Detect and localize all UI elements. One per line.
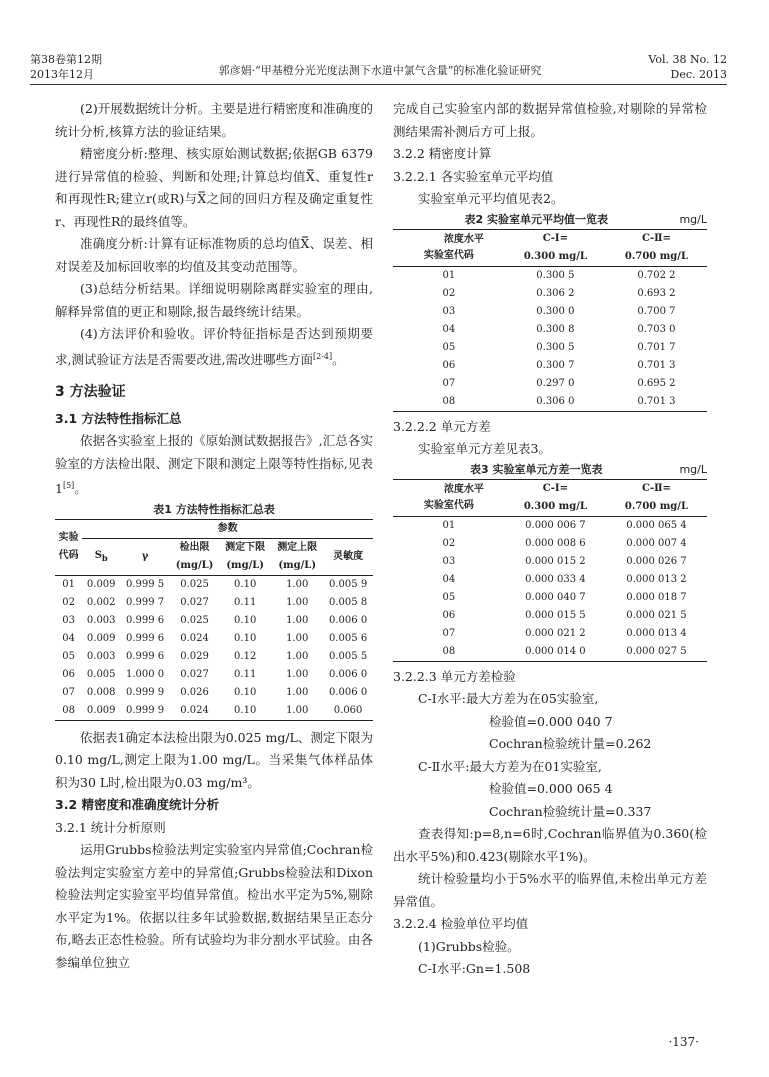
table-cell: 03 [442,305,456,317]
col-header-gamma: γ [141,550,149,562]
table-cell: 0.10 [234,686,257,698]
paragraph [55,323,373,371]
table-row [393,285,707,303]
table-1 [55,519,373,721]
table-row [393,321,707,339]
table-cell: 0.695 2 [637,377,676,389]
table-cell: 0.999 6 [125,614,165,626]
table-row [55,612,373,630]
table-row [393,393,707,412]
volume-issue-cn: 第38卷第12期 [30,53,102,66]
table-unit: mg/L [679,462,707,476]
header-text: C-Ⅰ= [542,482,568,494]
table-cell: 02 [62,596,75,608]
paragraph-end: 。 [74,481,87,497]
table-cell: 0.000 015 5 [525,609,586,621]
table-cell: 0.300 7 [536,359,575,371]
table-cell: 0.027 [180,668,209,680]
header-text: 0.700 mg/L [624,500,688,512]
diagonal-header [393,229,505,266]
table-cell: 1.00 [286,614,309,626]
subsubsection-heading: 3.2.2.4 检验单位平均值 [393,916,529,931]
cochran-line: C-Ⅱ水平:最大方差为在01实验室, [418,758,602,774]
table-cell: 0.000 027 5 [626,645,687,657]
paragraph: 完成自己实验室内部的数据异常值检验,对剔除的异常检测结果需补测后方可上报。 [393,101,707,139]
table-cell: 0.701 3 [637,395,676,407]
subsection-heading: 3.1 方法特性指标汇总 [55,410,182,426]
table-row [55,648,373,666]
table-cell: 0.306 2 [536,287,575,299]
table-cell: 02 [442,537,456,549]
table-cell: 0.11 [234,596,257,608]
paragraph-text: 依据各实验室上报的《原始测试数据报告》,汇总各实验室的方法检出限、测定下限和测定上限等特性指标,见表1 [55,433,373,497]
table-cell: 0.005 6 [329,632,368,644]
table-cell: 0.10 [234,614,257,626]
table-row [393,589,707,607]
table-cell: 0.009 [86,704,116,716]
table-row [393,266,707,285]
col-header-lab [55,519,82,575]
subsection-heading: 3.2 精密度和准确度统计分析 [55,797,219,813]
paragraph: 实验室单元平均值见表2。 [418,191,564,206]
table-cell: 0.003 [86,614,116,626]
table-row [55,575,373,594]
subsection-heading: 3.2.2 精密度计算 [393,146,492,161]
table-cell: 0.005 [86,668,116,680]
table-cell: 06 [62,668,75,680]
header-rule [30,84,727,85]
col-header-sb [82,538,120,575]
table-caption [393,461,707,479]
table-cell: 0.000 008 6 [525,537,586,549]
table-cell: 0.005 9 [329,578,368,590]
table-cell: 0.024 [180,704,209,716]
col-header-upper: 测定上限 [277,541,318,553]
table-row [393,516,707,535]
table-cell: 0.009 [86,632,116,644]
table-cell: 0.306 0 [536,395,575,407]
col-header-c2 [606,479,707,516]
cochran-line: C-Ⅰ水平:最大方差为在05实验室, [418,691,599,706]
header-text: 0.300 mg/L [523,500,587,512]
paragraph-text: (4)方法评价和验收。评价特征指标是否达到预期要求,测试验证方法是否需要改进,需改进哪些方面 [55,326,373,367]
right-column [393,98,707,981]
table-row [393,607,707,625]
table-row [393,375,707,393]
section-heading: 3 方法验证 [55,384,126,401]
table-2-body [393,266,707,411]
col-header-c1 [505,479,606,516]
paragraph: C-Ⅰ水平:Gn=1.508 [418,961,531,976]
table-cell: 06 [442,359,456,371]
paragraph: 精密度分析:整理、核实原始测试数据;依据GB 6379进行异常值的检验、判断和处理;计算总均值X̿、重复性r和再现性R;建立r(或R)与X̿之间的回归方程及确定重复性r、再现性R的最终值等。 [55,146,373,229]
col-header-lower: 测定下限 [225,541,266,553]
paragraph: (1)Grubbs检验。 [418,938,520,954]
table-cell: 0.300 0 [536,305,575,317]
table-2 [393,229,707,412]
table-cell: 0.10 [234,632,257,644]
paragraph: 运用Grubbs检验法判定实验室内异常值;Cochran检验法判定实验室方差中的异常值;Grubbs检验法和Dixon检验法判定实验室平均值异常值。检出水平定为5%,剔除水平定为1%。依据以往多年试验数据,数据结果呈正态分布,略去正态性检验。所有试验均为非分割水平试验。由各参编单位独立 [55,842,373,970]
table-cell: 0.999 5 [125,578,165,590]
header-text: 0.700 mg/L [624,250,688,262]
table-cell: 1.00 [286,668,309,680]
header-text: 0.300 mg/L [523,250,587,262]
subsubsection-heading: 3.2.2.1 各实验室单元平均值 [393,168,554,184]
header-right [648,52,727,82]
table-cell: 1.000 0 [125,668,165,680]
table-cell: 0.000 033 4 [525,573,586,585]
table-3 [393,479,707,662]
table-row [55,594,373,612]
table-cell: 01 [442,519,456,531]
table-cell: 1.00 [286,632,309,644]
table-cell: 1.00 [286,704,309,716]
table-cell: 08 [62,704,75,716]
table-cell: 07 [62,686,75,698]
table-row [393,571,707,589]
table-cell: 0.000 065 4 [626,519,687,531]
table-row [393,357,707,375]
table-cell: 0.300 5 [536,269,575,281]
table-cell: 0.003 [86,650,116,662]
table-cell: 0.000 007 4 [626,537,687,549]
table-cell: 0.027 [180,596,209,608]
table-cell: 0.029 [180,650,209,662]
cochran-line: 检验值=0.000 040 7 [489,713,613,729]
table-cell: 0.701 3 [637,359,676,371]
table-cell: 08 [442,645,456,657]
running-title: 郭彦娟·“甲基橙分光光度法测下水道中氯气含量”的标准化验证研究 [218,64,542,77]
table-cell: 0.999 6 [125,650,165,662]
table-cell: 0.060 [333,704,363,716]
header-text: 实验室代码 [423,249,474,261]
table-cell: 0.000 026 7 [626,555,687,567]
table-cell: 04 [62,632,75,644]
table-caption: 表1 方法特性指标汇总表 [153,502,275,516]
table-cell: 0.024 [180,632,209,644]
cochran-line: 检验值=0.000 065 4 [489,781,613,796]
col-header-sensitivity: 灵敏度 [333,550,364,562]
subsubsection-heading: 3.2.2.3 单元方差检验 [393,668,516,684]
table-cell: 01 [62,578,75,590]
table-1-body [55,575,373,720]
table-cell: 0.002 [86,596,116,608]
col-header-c1 [505,229,606,266]
header-left [30,52,102,82]
table-cell: 1.00 [286,578,309,590]
table-cell: 08 [442,395,456,407]
header-text: 浓度水平 [443,483,484,495]
unit-label: (mg/L) [226,559,265,571]
paragraph: (2)开展数据统计分析。主要是进行精密度和准确度的统计分析,核算方法的验证结果。 [55,101,373,139]
table-cell: 0.006 0 [329,686,368,698]
table-cell: 1.00 [286,650,309,662]
table-cell: 0.000 006 7 [525,519,586,531]
citation: [2-4] [312,351,333,361]
table-cell: 0.000 013 2 [626,573,687,585]
header-text: C-Ⅱ= [641,482,671,494]
left-column [55,98,373,974]
table-cell: 0.999 9 [125,704,165,716]
table-row [393,303,707,321]
subsubsection-heading: 3.2.2.2 单元方差 [393,418,491,434]
diagonal-header [393,479,505,516]
subsubsection-heading: 3.2.1 统计分析原则 [55,819,166,835]
unit-label: (mg/L) [278,559,317,571]
table-row [55,684,373,702]
table-row [393,625,707,643]
table-cell: 0.999 7 [125,596,165,608]
table-cell: 1.00 [286,596,309,608]
paragraph: 依据表1确定本法检出限为0.025 mg/L、测定下限为0.10 mg/L,测定上限为1.00 mg/L。当采集气体样品体积为30 L时,检出限为0.03 mg/m³。 [55,729,373,790]
table-unit: mg/L [679,212,707,226]
table-cell: 0.000 040 7 [525,591,586,603]
table-cell: 0.701 7 [637,341,676,353]
table-cell: 0.300 5 [536,341,575,353]
paragraph [55,430,373,501]
table-cell: 06 [442,609,456,621]
table-cell: 04 [442,323,456,335]
table-cell: 0.297 0 [536,377,575,389]
table-row [55,630,373,648]
table-cell: 03 [442,555,456,567]
table-cell: 0.999 9 [125,686,165,698]
unit-label: (mg/L) [175,559,214,571]
caption-text: 表3 实验室单元方差一览表 [469,462,603,476]
header-text: 代码 [58,550,79,562]
paragraph: 实验室单元方差见表3。 [418,441,551,456]
page-number: ·137· [668,1035,699,1049]
table-cell: 0.000 013 4 [626,627,687,639]
table-cell: 0.025 [180,614,209,626]
table-cell: 0.10 [234,578,257,590]
header-text: 实验室代码 [423,499,474,511]
table-cell: 0.12 [234,650,257,662]
header-text: 浓度水平 [443,233,484,245]
table-cell: 05 [442,341,456,353]
table-cell: 0.10 [234,704,257,716]
col-header-detection: 检出限 [179,541,210,553]
table-cell: 0.000 021 2 [525,627,586,639]
col-header-c2 [606,229,707,266]
table-row [393,339,707,357]
paragraph: 查表得知:p=8,n=6时,Cochran临界值为0.360(检出水平5%)和0.423(剔除水平1%)。 [393,826,707,864]
table-cell: 0.006 0 [329,614,368,626]
table-cell: 0.693 2 [637,287,676,299]
table-cell: 0.000 021 5 [626,609,687,621]
table-cell: 04 [442,573,456,585]
col-header-params: 参数 [82,519,373,538]
table-row [393,535,707,553]
table-cell: 01 [442,269,456,281]
table-row [55,702,373,721]
paragraph: 准确度分析:计算有证标准物质的总均值X̿、误差、相对误差及加标回收率的均值及其变动范围等。 [55,236,373,274]
table-cell: 05 [62,650,75,662]
table-row [393,553,707,571]
table-cell: 0.000 014 0 [525,645,586,657]
header-text: 实验 [58,532,79,544]
paragraph: 统计检验量均小于5%水平的临界值,未检出单元方差异常值。 [393,871,707,909]
date-en: Dec. 2013 [670,68,727,81]
table-cell: 0.005 8 [329,596,368,608]
table-cell: 0.005 5 [329,650,368,662]
table-caption [393,211,707,229]
header-subscript: b [101,552,108,563]
paragraph: (3)总结分析结果。详细说明剔除离群实验室的理由,解释异常值的更正和剔除,报告最终统计结果。 [55,281,373,319]
table-cell: 0.11 [234,668,257,680]
table-cell: 02 [442,287,456,299]
header-text: C-Ⅰ= [542,232,568,244]
volume-issue-en: Vol. 38 No. 12 [648,53,727,66]
table-cell: 0.703 0 [637,323,676,335]
cochran-line: Cochran检验统计量=0.337 [489,803,652,819]
header-text: S [94,549,102,561]
table-row [393,643,707,662]
date-cn: 2013年12月 [30,68,94,81]
table-row [55,666,373,684]
table-3-body [393,516,707,661]
table-cell: 0.700 7 [637,305,676,317]
caption-text: 表2 实验室单元平均值一览表 [464,212,608,226]
table-cell: 07 [442,377,456,389]
table-cell: 1.00 [286,686,309,698]
cochran-line: Cochran检验统计量=0.262 [489,736,652,751]
header-text: C-Ⅱ= [641,232,671,244]
table-cell: 0.025 [180,578,209,590]
table-cell: 0.008 [86,686,116,698]
table-cell: 0.702 2 [637,269,676,281]
table-cell: 0.300 8 [536,323,575,335]
table-cell: 0.000 018 7 [626,591,687,603]
table-cell: 03 [62,614,75,626]
table-cell: 05 [442,591,456,603]
citation: [5] [62,481,75,491]
table-cell: 0.000 015 2 [525,555,586,567]
paragraph-end: 。 [332,351,345,367]
table-cell: 0.006 0 [329,668,368,680]
table-cell: 07 [442,627,456,639]
table-cell: 0.999 6 [125,632,165,644]
table-cell: 0.009 [86,578,116,590]
table-cell: 0.026 [180,686,209,698]
